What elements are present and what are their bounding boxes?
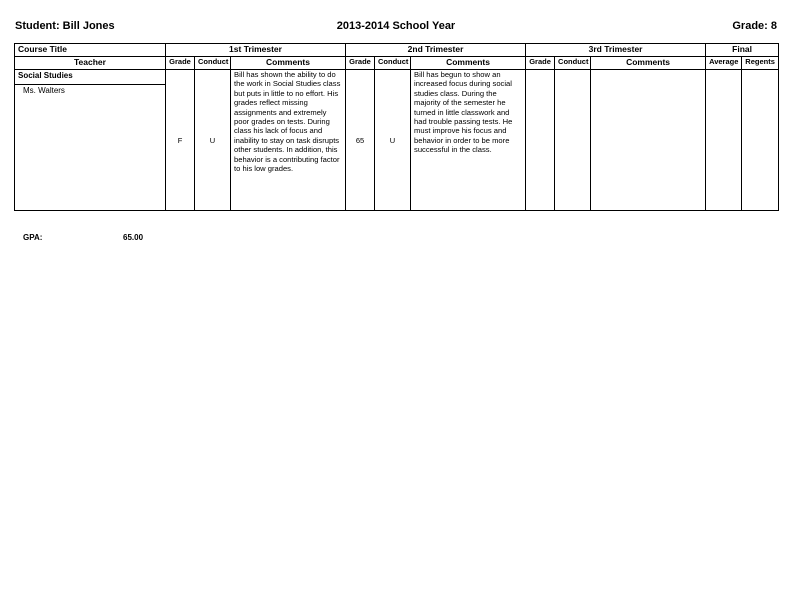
t3-grade-header: Grade [526, 57, 555, 70]
t2-comments-header: Comments [411, 57, 526, 70]
trimester-1-header: 1st Trimester [166, 44, 346, 57]
t2-grade: 65 [346, 70, 375, 211]
t3-conduct-header: Conduct [555, 57, 591, 70]
t1-conduct-header: Conduct [195, 57, 231, 70]
student-name: Student: Bill Jones [15, 20, 115, 32]
course-title-header: Course Title [15, 44, 166, 57]
teacher-header: Teacher [15, 57, 166, 70]
school-year: 2013-2014 School Year [336, 20, 456, 32]
course-cell [15, 70, 166, 211]
report-card-table [14, 43, 779, 211]
teacher-name: Ms. Walters [23, 86, 65, 95]
t1-grade-header: Grade [166, 57, 195, 70]
course-title: Social Studies [15, 70, 165, 85]
final-average-header: Average [706, 57, 742, 70]
t3-conduct [555, 70, 591, 211]
final-regents-header: Regents [742, 57, 779, 70]
t3-comments-header: Comments [591, 57, 706, 70]
final-header: Final [706, 44, 779, 57]
t1-grade: F [166, 70, 195, 211]
t3-grade [526, 70, 555, 211]
gpa-label: GPA: [23, 233, 43, 242]
final-average [706, 70, 742, 211]
t1-comments-header: Comments [231, 57, 346, 70]
t1-comment: Bill has shown the ability to do the work in Social Studies class but puts in little to no effort. His grades reflect missing assignments and extremely poor grades on tests. During class his lack of focus and inability to stay on task disrupts other students. In addition, this behavior is a contributing factor to his low grades. [231, 70, 346, 211]
t3-comment [591, 70, 706, 211]
final-regents [742, 70, 779, 211]
t1-conduct: U [195, 70, 231, 211]
report-header [15, 20, 777, 36]
header-row-1 [15, 44, 779, 57]
table-row [15, 70, 779, 211]
t2-comment: Bill has begun to show an increased focus during social studies class. During the majority of the semester he turned in little classwork and had trouble passing tests. He must improve his focus and behavior in order to be more successful in the class. [411, 70, 526, 211]
trimester-2-header: 2nd Trimester [346, 44, 526, 57]
trimester-3-header: 3rd Trimester [526, 44, 706, 57]
header-row-2 [15, 57, 779, 70]
gpa-value: 65.00 [123, 233, 144, 242]
t2-conduct: U [375, 70, 411, 211]
t2-conduct-header: Conduct [375, 57, 411, 70]
grade-level: Grade: 8 [732, 20, 777, 32]
t2-grade-header: Grade [346, 57, 375, 70]
